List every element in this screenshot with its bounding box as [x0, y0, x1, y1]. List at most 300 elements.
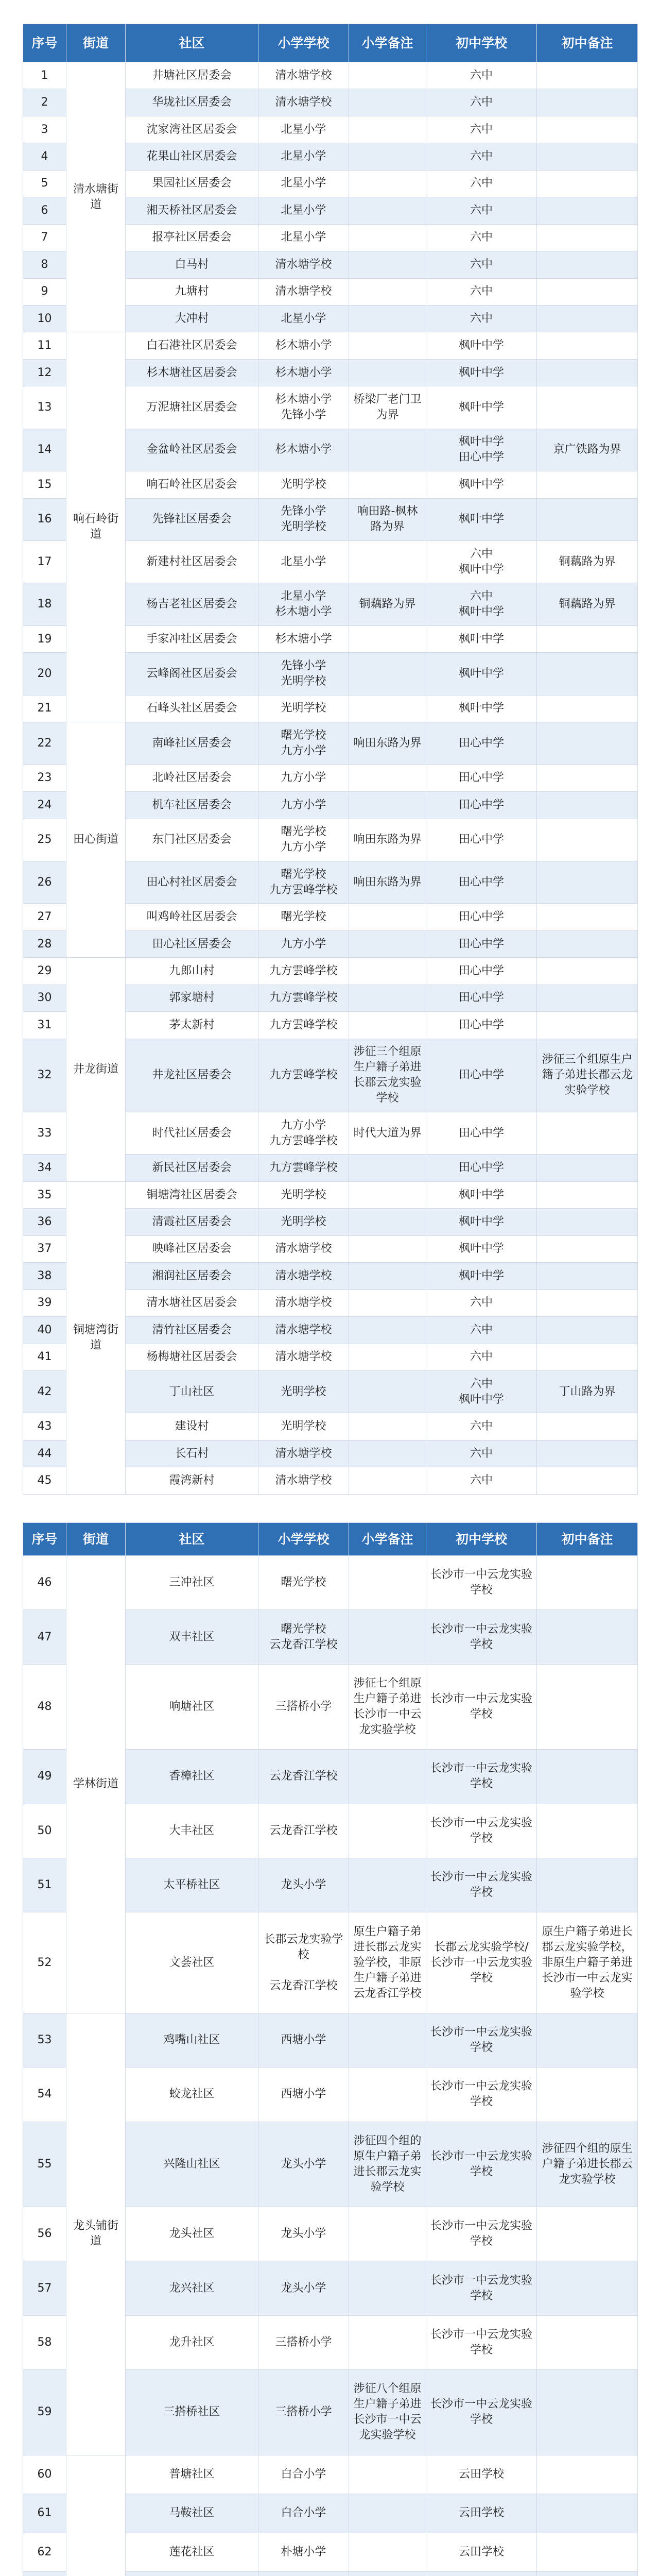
cell-no: 43 — [23, 1413, 66, 1440]
cell-street: 铜塘湾街道 — [66, 1181, 126, 1494]
cell-middle-school: 田心中学 — [426, 930, 537, 957]
cell-middle-note — [537, 1209, 638, 1235]
cell-primary-note — [349, 278, 426, 305]
cell-primary-school: 龙头小学 — [258, 2122, 349, 2207]
cell-community: 龙升社区 — [126, 2315, 258, 2369]
cell-primary-school: 清水塘学校 — [258, 1290, 349, 1316]
header-no: 序号 — [23, 1523, 66, 1556]
cell-primary-school: 北星小学 — [258, 224, 349, 251]
cell-middle-note — [537, 695, 638, 722]
cell-primary-note — [349, 765, 426, 791]
cell-primary-school: 九方小学 九方雲峰学校 — [258, 1112, 349, 1155]
cell-primary-note — [349, 224, 426, 251]
cell-community: 金盆岭社区居委会 — [126, 429, 258, 471]
cell-no: 3 — [23, 116, 66, 143]
cell-community: 香樟社区 — [126, 1750, 258, 1804]
cell-middle-note — [537, 1290, 638, 1316]
cell-middle-school: 长沙市一中云龙实验学校 — [426, 2207, 537, 2261]
cell-primary-school: 先锋小学 光明学校 — [258, 653, 349, 695]
table-row — [23, 722, 638, 765]
cell-middle-school: 枫叶中学 — [426, 1181, 537, 1208]
cell-middle-school: 田心中学 — [426, 765, 537, 791]
cell-no: 22 — [23, 722, 66, 765]
cell-no: 37 — [23, 1235, 66, 1262]
cell-no: 11 — [23, 332, 66, 359]
cell-primary-note — [349, 985, 426, 1011]
cell-primary-school: 西塘小学 — [258, 2013, 349, 2067]
header-middle-school: 初中学校 — [426, 1523, 537, 1556]
cell-middle-school: 六中 — [426, 1413, 537, 1440]
cell-middle-note — [537, 2370, 638, 2455]
cell-middle-note — [537, 170, 638, 197]
cell-community: 叫鸡岭社区居委会 — [126, 904, 258, 930]
cell-no: 56 — [23, 2207, 66, 2261]
cell-street: 井龙街道 — [66, 958, 126, 1182]
cell-middle-school: 六中 — [426, 305, 537, 332]
cell-primary-school: 曙光学校 九方小学 — [258, 819, 349, 861]
cell-primary-school: 杉木塘小学 先锋小学 — [258, 386, 349, 429]
cell-primary-note — [349, 2571, 426, 2576]
cell-middle-school: 枫叶中学 — [426, 1235, 537, 1262]
cell-middle-note — [537, 861, 638, 903]
cell-no: 46 — [23, 1556, 66, 1610]
cell-primary-note — [349, 305, 426, 332]
cell-community: 映峰社区居委会 — [126, 1235, 258, 1262]
cell-no: 33 — [23, 1112, 66, 1155]
cell-primary-note: 涉征三个组原生户籍子弟进长郡云龙实验学校 — [349, 1039, 426, 1112]
cell-no: 54 — [23, 2067, 66, 2122]
cell-community: 茅太新村 — [126, 1012, 258, 1039]
cell-no: 24 — [23, 792, 66, 819]
cell-middle-note — [537, 2533, 638, 2571]
table-row — [23, 332, 638, 359]
cell-street: 学林街道 — [66, 1556, 126, 2013]
cell-no: 58 — [23, 2315, 66, 2369]
cell-middle-school: 六中 — [426, 278, 537, 305]
cell-primary-note — [349, 2315, 426, 2369]
cell-primary-school: 三搭桥小学 — [258, 1664, 349, 1749]
cell-primary-note: 响田东路为界 — [349, 819, 426, 861]
cell-middle-note — [537, 904, 638, 930]
cell-no: 44 — [23, 1440, 66, 1467]
cell-primary-note — [349, 1209, 426, 1235]
cell-community: 三搭桥社区 — [126, 2370, 258, 2455]
cell-middle-note — [537, 498, 638, 540]
cell-no: 49 — [23, 1750, 66, 1804]
cell-no: 18 — [23, 583, 66, 625]
cell-middle-school: 六中 — [426, 1440, 537, 1467]
cell-no: 59 — [23, 2370, 66, 2455]
cell-middle-school: 云田学校 — [426, 2533, 537, 2571]
cell-no: 8 — [23, 251, 66, 278]
cell-primary-note: 时代大道为界 — [349, 1112, 426, 1155]
cell-no: 26 — [23, 861, 66, 903]
cell-middle-school: 六中 — [426, 1467, 537, 1494]
cell-no: 16 — [23, 498, 66, 540]
cell-primary-school: 清水塘学校 — [258, 62, 349, 89]
cell-middle-note — [537, 143, 638, 170]
cell-middle-note — [537, 2067, 638, 2122]
cell-community: 响塘社区 — [126, 1664, 258, 1749]
cell-community: 大丰社区 — [126, 1804, 258, 1858]
cell-middle-note — [537, 985, 638, 1011]
cell-middle-school: 长沙市一中云龙实验学校 — [426, 2122, 537, 2207]
cell-primary-school: 九方小学 — [258, 765, 349, 791]
cell-middle-note — [537, 2013, 638, 2067]
cell-middle-school: 田心中学 — [426, 722, 537, 765]
cell-primary-note — [349, 1610, 426, 1664]
cell-primary-school: 云龙香江学校 — [258, 1750, 349, 1804]
cell-community: 鸡嘴山社区 — [126, 2013, 258, 2067]
cell-primary-school: 九方雲峰学校 — [258, 958, 349, 985]
cell-primary-school: 曙光学校 九方雲峰学校 — [258, 861, 349, 903]
cell-middle-note — [537, 62, 638, 89]
cell-middle-note — [537, 1344, 638, 1370]
cell-no: 28 — [23, 930, 66, 957]
cell-primary-school: 北星小学 — [258, 541, 349, 583]
cell-no: 57 — [23, 2261, 66, 2315]
cell-primary-note: 响田东路为界 — [349, 722, 426, 765]
cell-community: 湘润社区居委会 — [126, 1263, 258, 1290]
cell-community: 报亭社区居委会 — [126, 224, 258, 251]
cell-middle-note — [537, 1556, 638, 1610]
cell-primary-school: 杉木塘小学 — [258, 359, 349, 386]
cell-no: 9 — [23, 278, 66, 305]
cell-primary-school: 九方雲峰学校 — [258, 1155, 349, 1181]
cell-middle-school: 枫叶中学 — [426, 386, 537, 429]
cell-primary-school: 光明学校 — [258, 1181, 349, 1208]
cell-no: 62 — [23, 2533, 66, 2571]
cell-primary-note — [349, 904, 426, 930]
cell-primary-school: 先锋小学 光明学校 — [258, 498, 349, 540]
cell-middle-school — [426, 2571, 537, 2576]
cell-primary-note — [349, 2067, 426, 2122]
cell-middle-school: 田心中学 — [426, 958, 537, 985]
cell-street — [66, 2455, 126, 2576]
cell-middle-note — [537, 1610, 638, 1664]
enrollment-table-1 — [23, 24, 638, 1495]
cell-no: 31 — [23, 1012, 66, 1039]
cell-middle-note — [537, 1263, 638, 1290]
cell-primary-note: 涉征七个组原生户籍子弟进长沙市一中云龙实验学校 — [349, 1664, 426, 1749]
cell-middle-school: 六中 — [426, 62, 537, 89]
cell-middle-note — [537, 1181, 638, 1208]
cell-middle-school: 田心中学 — [426, 1155, 537, 1181]
cell-street: 田心街道 — [66, 722, 126, 958]
cell-community: 果园社区居委会 — [126, 170, 258, 197]
cell-middle-school: 枫叶中学 — [426, 498, 537, 540]
cell-middle-note — [537, 1467, 638, 1494]
header-primary-note: 小学备注 — [349, 24, 426, 62]
cell-no: 38 — [23, 1263, 66, 1290]
cell-no: 10 — [23, 305, 66, 332]
cell-no: 55 — [23, 2122, 66, 2207]
cell-middle-school: 六中 — [426, 251, 537, 278]
cell-community: 石峰头社区居委会 — [126, 695, 258, 722]
cell-no: 17 — [23, 541, 66, 583]
cell-community: 三冲社区 — [126, 1556, 258, 1610]
cell-community: 建设村 — [126, 1413, 258, 1440]
cell-community: 九郎山村 — [126, 958, 258, 985]
cell-primary-school: 杉木塘小学 — [258, 625, 349, 652]
cell-primary-note: 原生户籍子弟进长郡云龙实验学校，非原生户籍子弟进云龙香江学校 — [349, 1912, 426, 2013]
cell-no — [23, 2571, 66, 2576]
cell-primary-note — [349, 1012, 426, 1039]
cell-primary-school: 北星小学 — [258, 116, 349, 143]
cell-middle-note: 铜藕路为界 — [537, 541, 638, 583]
cell-no: 35 — [23, 1181, 66, 1208]
cell-middle-note — [537, 332, 638, 359]
cell-middle-note — [537, 930, 638, 957]
cell-middle-note — [537, 2315, 638, 2369]
cell-community: 南峰社区居委会 — [126, 722, 258, 765]
cell-community: 万泥塘社区居委会 — [126, 386, 258, 429]
cell-community: 新建村社区居委会 — [126, 541, 258, 583]
cell-no: 13 — [23, 386, 66, 429]
cell-primary-note — [349, 359, 426, 386]
cell-middle-note — [537, 1858, 638, 1912]
cell-middle-school: 六中 — [426, 224, 537, 251]
cell-primary-note: 涉征八个组原生户籍子弟进长沙市一中云龙实验学校 — [349, 2370, 426, 2455]
cell-middle-school: 枫叶中学 — [426, 653, 537, 695]
cell-primary-note — [349, 2494, 426, 2533]
cell-middle-note — [537, 2494, 638, 2533]
cell-community: 铜塘湾社区居委会 — [126, 1181, 258, 1208]
header-no: 序号 — [23, 24, 66, 62]
cell-middle-note — [537, 1750, 638, 1804]
table-row — [23, 2013, 638, 2067]
cell-primary-school: 光明学校 — [258, 695, 349, 722]
cell-middle-note: 丁山路为界 — [537, 1370, 638, 1413]
cell-primary-school: 杉木塘小学 — [258, 332, 349, 359]
cell-primary-note — [349, 471, 426, 498]
cell-middle-school: 云田学校 — [426, 2494, 537, 2533]
cell-primary-school: 九方雲峰学校 — [258, 1012, 349, 1039]
cell-community: 沈家湾社区居委会 — [126, 116, 258, 143]
cell-middle-school: 枫叶中学 田心中学 — [426, 429, 537, 471]
cell-middle-school: 长沙市一中云龙实验学校 — [426, 1750, 537, 1804]
cell-no: 52 — [23, 1912, 66, 2013]
cell-no: 29 — [23, 958, 66, 985]
cell-no: 51 — [23, 1858, 66, 1912]
cell-community: 田心社区居委会 — [126, 930, 258, 957]
cell-primary-school — [258, 2571, 349, 2576]
cell-community: 霞湾新村 — [126, 1467, 258, 1494]
cell-middle-note — [537, 2261, 638, 2315]
cell-primary-school: 杉木塘小学 — [258, 429, 349, 471]
cell-community: 普塘社区 — [126, 2455, 258, 2494]
cell-primary-note — [349, 792, 426, 819]
cell-primary-school: 光明学校 — [258, 471, 349, 498]
table-row — [23, 1556, 638, 1610]
cell-primary-school: 光明学校 — [258, 1413, 349, 1440]
cell-middle-note — [537, 653, 638, 695]
header-street: 街道 — [66, 24, 126, 62]
table-header-row — [23, 1523, 638, 1556]
cell-community: 丁山社区 — [126, 1370, 258, 1413]
cell-middle-school: 六中 — [426, 1290, 537, 1316]
cell-middle-school: 田心中学 — [426, 1112, 537, 1155]
cell-middle-note: 京广铁路为界 — [537, 429, 638, 471]
cell-middle-school: 长沙市一中云龙实验学校 — [426, 2370, 537, 2455]
cell-primary-note — [349, 1858, 426, 1912]
header-primary-note: 小学备注 — [349, 1523, 426, 1556]
cell-middle-note — [537, 116, 638, 143]
cell-community: 田心村社区居委会 — [126, 861, 258, 903]
cell-community: 大冲村 — [126, 305, 258, 332]
cell-primary-school: 清水塘学校 — [258, 251, 349, 278]
cell-middle-school: 长沙市一中云龙实验学校 — [426, 1556, 537, 1610]
cell-middle-note — [537, 89, 638, 116]
table-row — [23, 1181, 638, 1208]
cell-middle-note — [537, 278, 638, 305]
cell-primary-note — [349, 1440, 426, 1467]
cell-primary-note — [349, 1235, 426, 1262]
cell-primary-note — [349, 429, 426, 471]
cell-community: 清水塘社区居委会 — [126, 1290, 258, 1316]
cell-primary-note — [349, 625, 426, 652]
cell-community: 九塘村 — [126, 278, 258, 305]
cell-community: 文荟社区 — [126, 1912, 258, 2013]
cell-no: 41 — [23, 1344, 66, 1370]
cell-community: 龙头社区 — [126, 2207, 258, 2261]
cell-middle-school: 六中 枫叶中学 — [426, 583, 537, 625]
cell-middle-school: 田心中学 — [426, 904, 537, 930]
cell-community: 太平桥社区 — [126, 1858, 258, 1912]
header-middle-note: 初中备注 — [537, 24, 638, 62]
cell-no: 34 — [23, 1155, 66, 1181]
cell-primary-school: 光明学校 — [258, 1370, 349, 1413]
cell-primary-note — [349, 1181, 426, 1208]
cell-middle-school: 长郡云龙实验学校/长沙市一中云龙实验学校 — [426, 1912, 537, 2013]
cell-primary-school: 清水塘学校 — [258, 1235, 349, 1262]
cell-community: 新民社区居委会 — [126, 1155, 258, 1181]
cell-primary-school: 九方小学 — [258, 930, 349, 957]
cell-primary-note — [349, 958, 426, 985]
cell-middle-note — [537, 386, 638, 429]
cell-primary-note — [349, 143, 426, 170]
cell-middle-note — [537, 359, 638, 386]
enrollment-table-2 — [23, 1522, 638, 2576]
cell-primary-school: 长郡云龙实验学校 云龙香江学校 — [258, 1912, 349, 2013]
cell-community: 花果山社区居委会 — [126, 143, 258, 170]
cell-middle-school: 田心中学 — [426, 1012, 537, 1039]
cell-middle-school: 枫叶中学 — [426, 332, 537, 359]
cell-community: 华垅社区居委会 — [126, 89, 258, 116]
cell-middle-school: 六中 枫叶中学 — [426, 1370, 537, 1413]
cell-primary-school: 白合小学 — [258, 2455, 349, 2494]
cell-middle-note — [537, 1317, 638, 1344]
table-row — [23, 62, 638, 89]
cell-community: 井龙社区居委会 — [126, 1039, 258, 1112]
header-street: 街道 — [66, 1523, 126, 1556]
cell-community: 杉木塘社区居委会 — [126, 359, 258, 386]
cell-primary-note — [349, 251, 426, 278]
cell-primary-school: 龙头小学 — [258, 1858, 349, 1912]
cell-middle-note — [537, 2207, 638, 2261]
cell-primary-note: 铜藕路为界 — [349, 583, 426, 625]
cell-no: 5 — [23, 170, 66, 197]
cell-no: 4 — [23, 143, 66, 170]
cell-middle-school: 田心中学 — [426, 985, 537, 1011]
cell-middle-school: 长沙市一中云龙实验学校 — [426, 2315, 537, 2369]
cell-middle-school: 长沙市一中云龙实验学校 — [426, 1804, 537, 1858]
cell-community: 马鞍社区 — [126, 2494, 258, 2533]
cell-community — [126, 2571, 258, 2576]
cell-no: 12 — [23, 359, 66, 386]
header-middle-school: 初中学校 — [426, 24, 537, 62]
cell-middle-school: 枫叶中学 — [426, 1209, 537, 1235]
cell-primary-note — [349, 1263, 426, 1290]
cell-no: 42 — [23, 1370, 66, 1413]
cell-no: 48 — [23, 1664, 66, 1749]
cell-primary-school: 西塘小学 — [258, 2067, 349, 2122]
cell-primary-school: 清水塘学校 — [258, 1440, 349, 1467]
cell-community: 北岭社区居委会 — [126, 765, 258, 791]
cell-middle-note — [537, 1235, 638, 1262]
cell-primary-note: 响田路-枫林路为界 — [349, 498, 426, 540]
cell-middle-note — [537, 1664, 638, 1749]
cell-primary-school: 北星小学 杉木塘小学 — [258, 583, 349, 625]
cell-no: 40 — [23, 1317, 66, 1344]
cell-middle-note — [537, 2571, 638, 2576]
cell-no: 47 — [23, 1610, 66, 1664]
table-row — [23, 958, 638, 985]
cell-middle-school: 六中 — [426, 1317, 537, 1344]
cell-primary-note — [349, 2261, 426, 2315]
cell-street: 清水塘街道 — [66, 62, 126, 332]
cell-primary-note — [349, 170, 426, 197]
header-primary-school: 小学学校 — [258, 24, 349, 62]
cell-middle-school: 枫叶中学 — [426, 1263, 537, 1290]
cell-primary-note — [349, 1290, 426, 1316]
cell-primary-note — [349, 2013, 426, 2067]
cell-no: 14 — [23, 429, 66, 471]
cell-community: 白马村 — [126, 251, 258, 278]
cell-middle-school: 长沙市一中云龙实验学校 — [426, 1858, 537, 1912]
cell-no: 45 — [23, 1467, 66, 1494]
cell-middle-school: 云田学校 — [426, 2455, 537, 2494]
cell-primary-school: 清水塘学校 — [258, 1467, 349, 1494]
cell-no: 20 — [23, 653, 66, 695]
cell-no: 25 — [23, 819, 66, 861]
header-community: 社区 — [126, 1523, 258, 1556]
cell-primary-school: 九方小学 — [258, 792, 349, 819]
cell-no: 53 — [23, 2013, 66, 2067]
cell-no: 60 — [23, 2455, 66, 2494]
cell-middle-note — [537, 1155, 638, 1181]
cell-primary-note — [349, 1467, 426, 1494]
cell-primary-note: 涉征四个组的原生户籍子弟进长郡云龙实验学校 — [349, 2122, 426, 2207]
cell-middle-school: 田心中学 — [426, 792, 537, 819]
cell-primary-school: 龙头小学 — [258, 2207, 349, 2261]
cell-middle-note — [537, 1413, 638, 1440]
cell-no: 27 — [23, 904, 66, 930]
table-body-2 — [23, 1556, 638, 2576]
cell-community: 东门社区居委会 — [126, 819, 258, 861]
cell-no: 23 — [23, 765, 66, 791]
cell-community: 清霞社区居委会 — [126, 1209, 258, 1235]
cell-community: 清竹社区居委会 — [126, 1317, 258, 1344]
cell-middle-note — [537, 1804, 638, 1858]
cell-middle-school: 六中 — [426, 197, 537, 224]
table-body-1 — [23, 62, 638, 1495]
cell-community: 蛟龙社区 — [126, 2067, 258, 2122]
cell-middle-school: 长沙市一中云龙实验学校 — [426, 1664, 537, 1749]
cell-primary-school: 北星小学 — [258, 305, 349, 332]
header-middle-note: 初中备注 — [537, 1523, 638, 1556]
cell-middle-note — [537, 224, 638, 251]
